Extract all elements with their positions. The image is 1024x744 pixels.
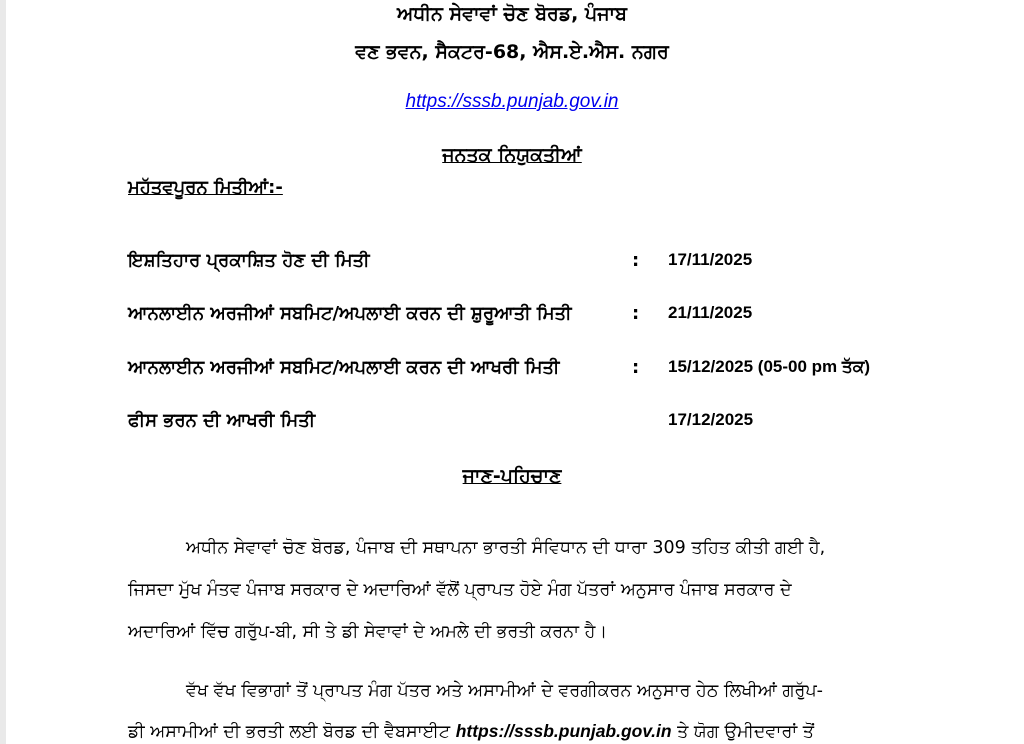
- public-appointments-title-row: [0, 144, 1024, 166]
- introduction-title: ਜਾਣ-ਪਹਿਚਾਣ: [462, 465, 562, 487]
- date-row: [0, 357, 1024, 383]
- board-address: ਵਣ ਭਵਨ, ਸੈਕਟਰ-68, ਐਸ.ਏ.ਐਸ. ਨਗਰ: [355, 41, 669, 63]
- date-row: [0, 303, 1024, 329]
- website-link[interactable]: [0, 91, 1024, 113]
- introduction-title-row: [0, 465, 1024, 487]
- public-appointments-title: ਜਨਤਕ ਨਿਯੁਕਤੀਆਂ: [442, 144, 582, 166]
- date-row: [0, 250, 1024, 276]
- paragraph-line: ਅਧੀਨ ਸੇਵਾਵਾਂ ਚੋਣ ਬੋਰਡ, ਪੰਜਾਬ ਦੀ ਸਥਾਪਨਾ ਭਾਰਤੀ ਸੰਵਿਧਾਨ ਦੀ ਧਾਰਾ 309 ਤਹਿਤ ਕੀਤੀ ਗਈ ਹੈ,: [186, 538, 826, 558]
- paragraph-line: ਵੱਖ ਵੱਖ ਵਿਭਾਗਾਂ ਤੋਂ ਪ੍ਰਾਪਤ ਮੰਗ ਪੱਤਰ ਅਤੇ ਅਸਾਮੀਆਂ ਦੇ ਵਰਗੀਕਰਨ ਅਨੁਸਾਰ ਹੇਠ ਲਿਖੀਆਂ ਗਰੁੱਪ-: [186, 681, 823, 701]
- date-label: ਇਸ਼ਤਿਹਾਰ ਪ੍ਰਕਾਸ਼ਿਤ ਹੋਣ ਦੀ ਮਿਤੀ: [128, 250, 370, 271]
- paragraph-line: ਜਿਸਦਾ ਮੁੱਖ ਮੰਤਵ ਪੰਜਾਬ ਸਰਕਾਰ ਦੇ ਅਦਾਰਿਆਂ ਵੱਲੋਂ ਪ੍ਰਾਪਤ ਹੋਏ ਮੰਗ ਪੱਤਰਾਂ ਅਨੁਸਾਰ ਪੰਜਾਬ ਸਰਕਾਰ ਦੇ: [128, 580, 792, 600]
- date-label: ਆਨਲਾਈਨ ਅਰਜੀਆਂ ਸਬਮਿਟ/ਅਪਲਾਈ ਕਰਨ ਦੀ ਸ਼ੁਰੂਆਤੀ ਮਿਤੀ: [128, 303, 572, 324]
- paragraph-line: [128, 721, 814, 742]
- date-label: ਫੀਸ ਭਰਨ ਦੀ ਆਖਰੀ ਮਿਤੀ: [128, 410, 316, 431]
- date-value: 17/12/2025: [668, 410, 754, 429]
- date-colon: :: [632, 250, 640, 271]
- website-url-inline: https://sssb.punjab.gov.in: [455, 721, 672, 741]
- paragraph-text: ਤੇ ਯੋਗ ਉਮੀਦਵਾਰਾਂ ਤੋਂ: [671, 722, 815, 742]
- date-colon: :: [632, 303, 640, 324]
- date-row: [0, 410, 1024, 436]
- board-name: ਅਧੀਨ ਸੇਵਾਵਾਂ ਚੋਣ ਬੋਰਡ, ਪੰਜਾਬ: [397, 3, 627, 25]
- date-value: 17/11/2025: [668, 250, 753, 269]
- date-label: ਆਨਲਾਈਨ ਅਰਜੀਆਂ ਸਬਮਿਟ/ਅਪਲਾਈ ਕਰਨ ਦੀ ਆਖਰੀ ਮਿਤੀ: [128, 357, 560, 378]
- paragraph-text: ਡੀ ਅਸਾਮੀਆਂ ਦੀ ਭਰਤੀ ਲਈ ਬੋਰਡ ਦੀ ਵੈਬਸਾਈਟ: [128, 722, 456, 742]
- paragraph-line: ਅਦਾਰਿਆਂ ਵਿੱਚ ਗਰੁੱਪ-ਬੀ, ਸੀ ਤੇ ਡੀ ਸੇਵਾਵਾਂ ਦੇ ਅਮਲੇ ਦੀ ਭਰਤੀ ਕਰਨਾ ਹੈ।: [128, 622, 608, 642]
- date-value: 15/12/2025 (05-00 pm ਤੱਕ): [668, 357, 871, 376]
- important-dates-heading: ਮਹੱਤਵਪੂਰਨ ਮਿਤੀਆਂ:-: [128, 177, 283, 198]
- website-link-text[interactable]: https://sssb.punjab.gov.in: [405, 91, 619, 112]
- date-value: 21/11/2025: [668, 303, 753, 322]
- date-colon: :: [632, 357, 640, 378]
